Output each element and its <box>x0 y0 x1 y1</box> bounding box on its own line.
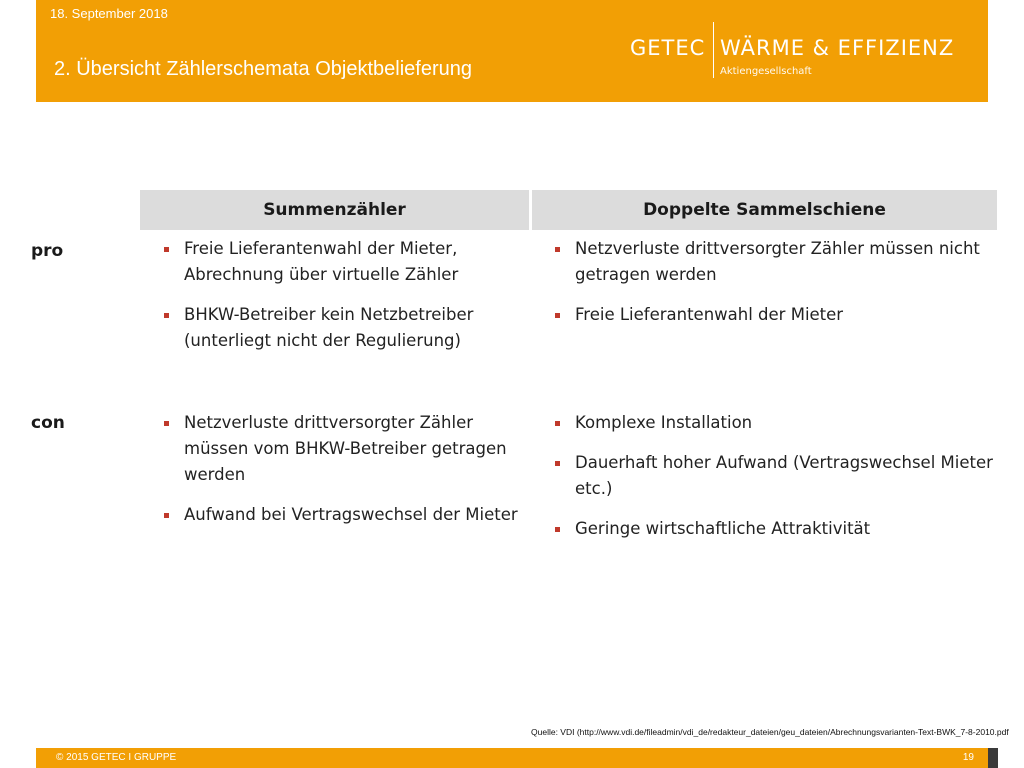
list-item-text: Aufwand bei Vertragswechsel der Mieter <box>184 505 518 524</box>
slide-title: 2. Übersicht Zählerschemata Objektbelieferung <box>54 58 472 80</box>
bullet-icon <box>164 313 169 318</box>
list-item <box>544 302 996 328</box>
list-item <box>544 450 996 502</box>
list-item <box>544 236 996 288</box>
cell-pro-sammelschiene <box>544 236 996 342</box>
bullet-icon <box>555 313 560 318</box>
column-header-sammelschiene: Doppelte Sammelschiene <box>532 190 997 230</box>
list-item-text: Dauerhaft hoher Aufwand (Vertragswechsel Mieter etc.) <box>575 453 993 498</box>
list-item <box>153 302 525 354</box>
cell-pro-summenzaehler <box>153 236 525 368</box>
logo-brand: GETEC <box>630 36 706 60</box>
list-item <box>153 410 525 488</box>
footer-copyright: © 2015 GETEC I GRUPPE <box>56 752 177 763</box>
cell-con-summenzaehler <box>153 410 525 542</box>
header-bar <box>36 0 988 102</box>
row-label-con: con <box>31 413 65 433</box>
page-number: 19 <box>962 752 974 763</box>
logo-subtitle: Aktiengesellschaft <box>720 66 812 77</box>
list-item-text: Netzverluste drittversorgter Zähler müssen vom BHKW-Betreiber getragen werden <box>184 413 507 484</box>
logo-slogan: WÄRME & EFFIZIENZ <box>720 36 955 60</box>
bullet-icon <box>555 461 560 466</box>
column-header-summenzaehler: Summenzähler <box>140 190 529 230</box>
list-item-text: Komplexe Installation <box>575 413 753 432</box>
list-item-text: Freie Lieferantenwahl der Mieter <box>575 305 844 324</box>
date: 18. September 2018 <box>50 6 168 21</box>
bullet-icon <box>164 247 169 252</box>
list-item-text: Freie Lieferantenwahl der Mieter, Abrechnung über virtuelle Zähler <box>184 239 459 284</box>
company-logo <box>630 22 980 82</box>
list-item-text: Netzverluste drittversorgter Zähler müssen nicht getragen werden <box>575 239 980 284</box>
bullet-icon <box>555 247 560 252</box>
bullet-icon <box>555 527 560 532</box>
list-item <box>153 236 525 288</box>
list-item-text: Geringe wirtschaftliche Attraktivität <box>575 519 871 538</box>
footer-bar <box>36 748 988 768</box>
source-note: Quelle: VDI (http://www.vdi.de/fileadmin/vdi_de/redakteur_dateien/geu_dateien/Abrechnungsvarianten-Text-BWK_7-8-2010.pdf <box>531 727 1009 737</box>
list-item <box>544 516 996 542</box>
list-item <box>153 502 525 528</box>
bullet-icon <box>164 421 169 426</box>
logo-divider <box>713 22 714 78</box>
cell-con-sammelschiene <box>544 410 996 556</box>
bullet-icon <box>555 421 560 426</box>
list-item <box>544 410 996 436</box>
bullet-icon <box>164 513 169 518</box>
list-item-text: BHKW-Betreiber kein Netzbetreiber (unterliegt nicht der Regulierung) <box>184 305 474 350</box>
footer-accent <box>988 748 998 768</box>
row-label-pro: pro <box>31 241 64 261</box>
